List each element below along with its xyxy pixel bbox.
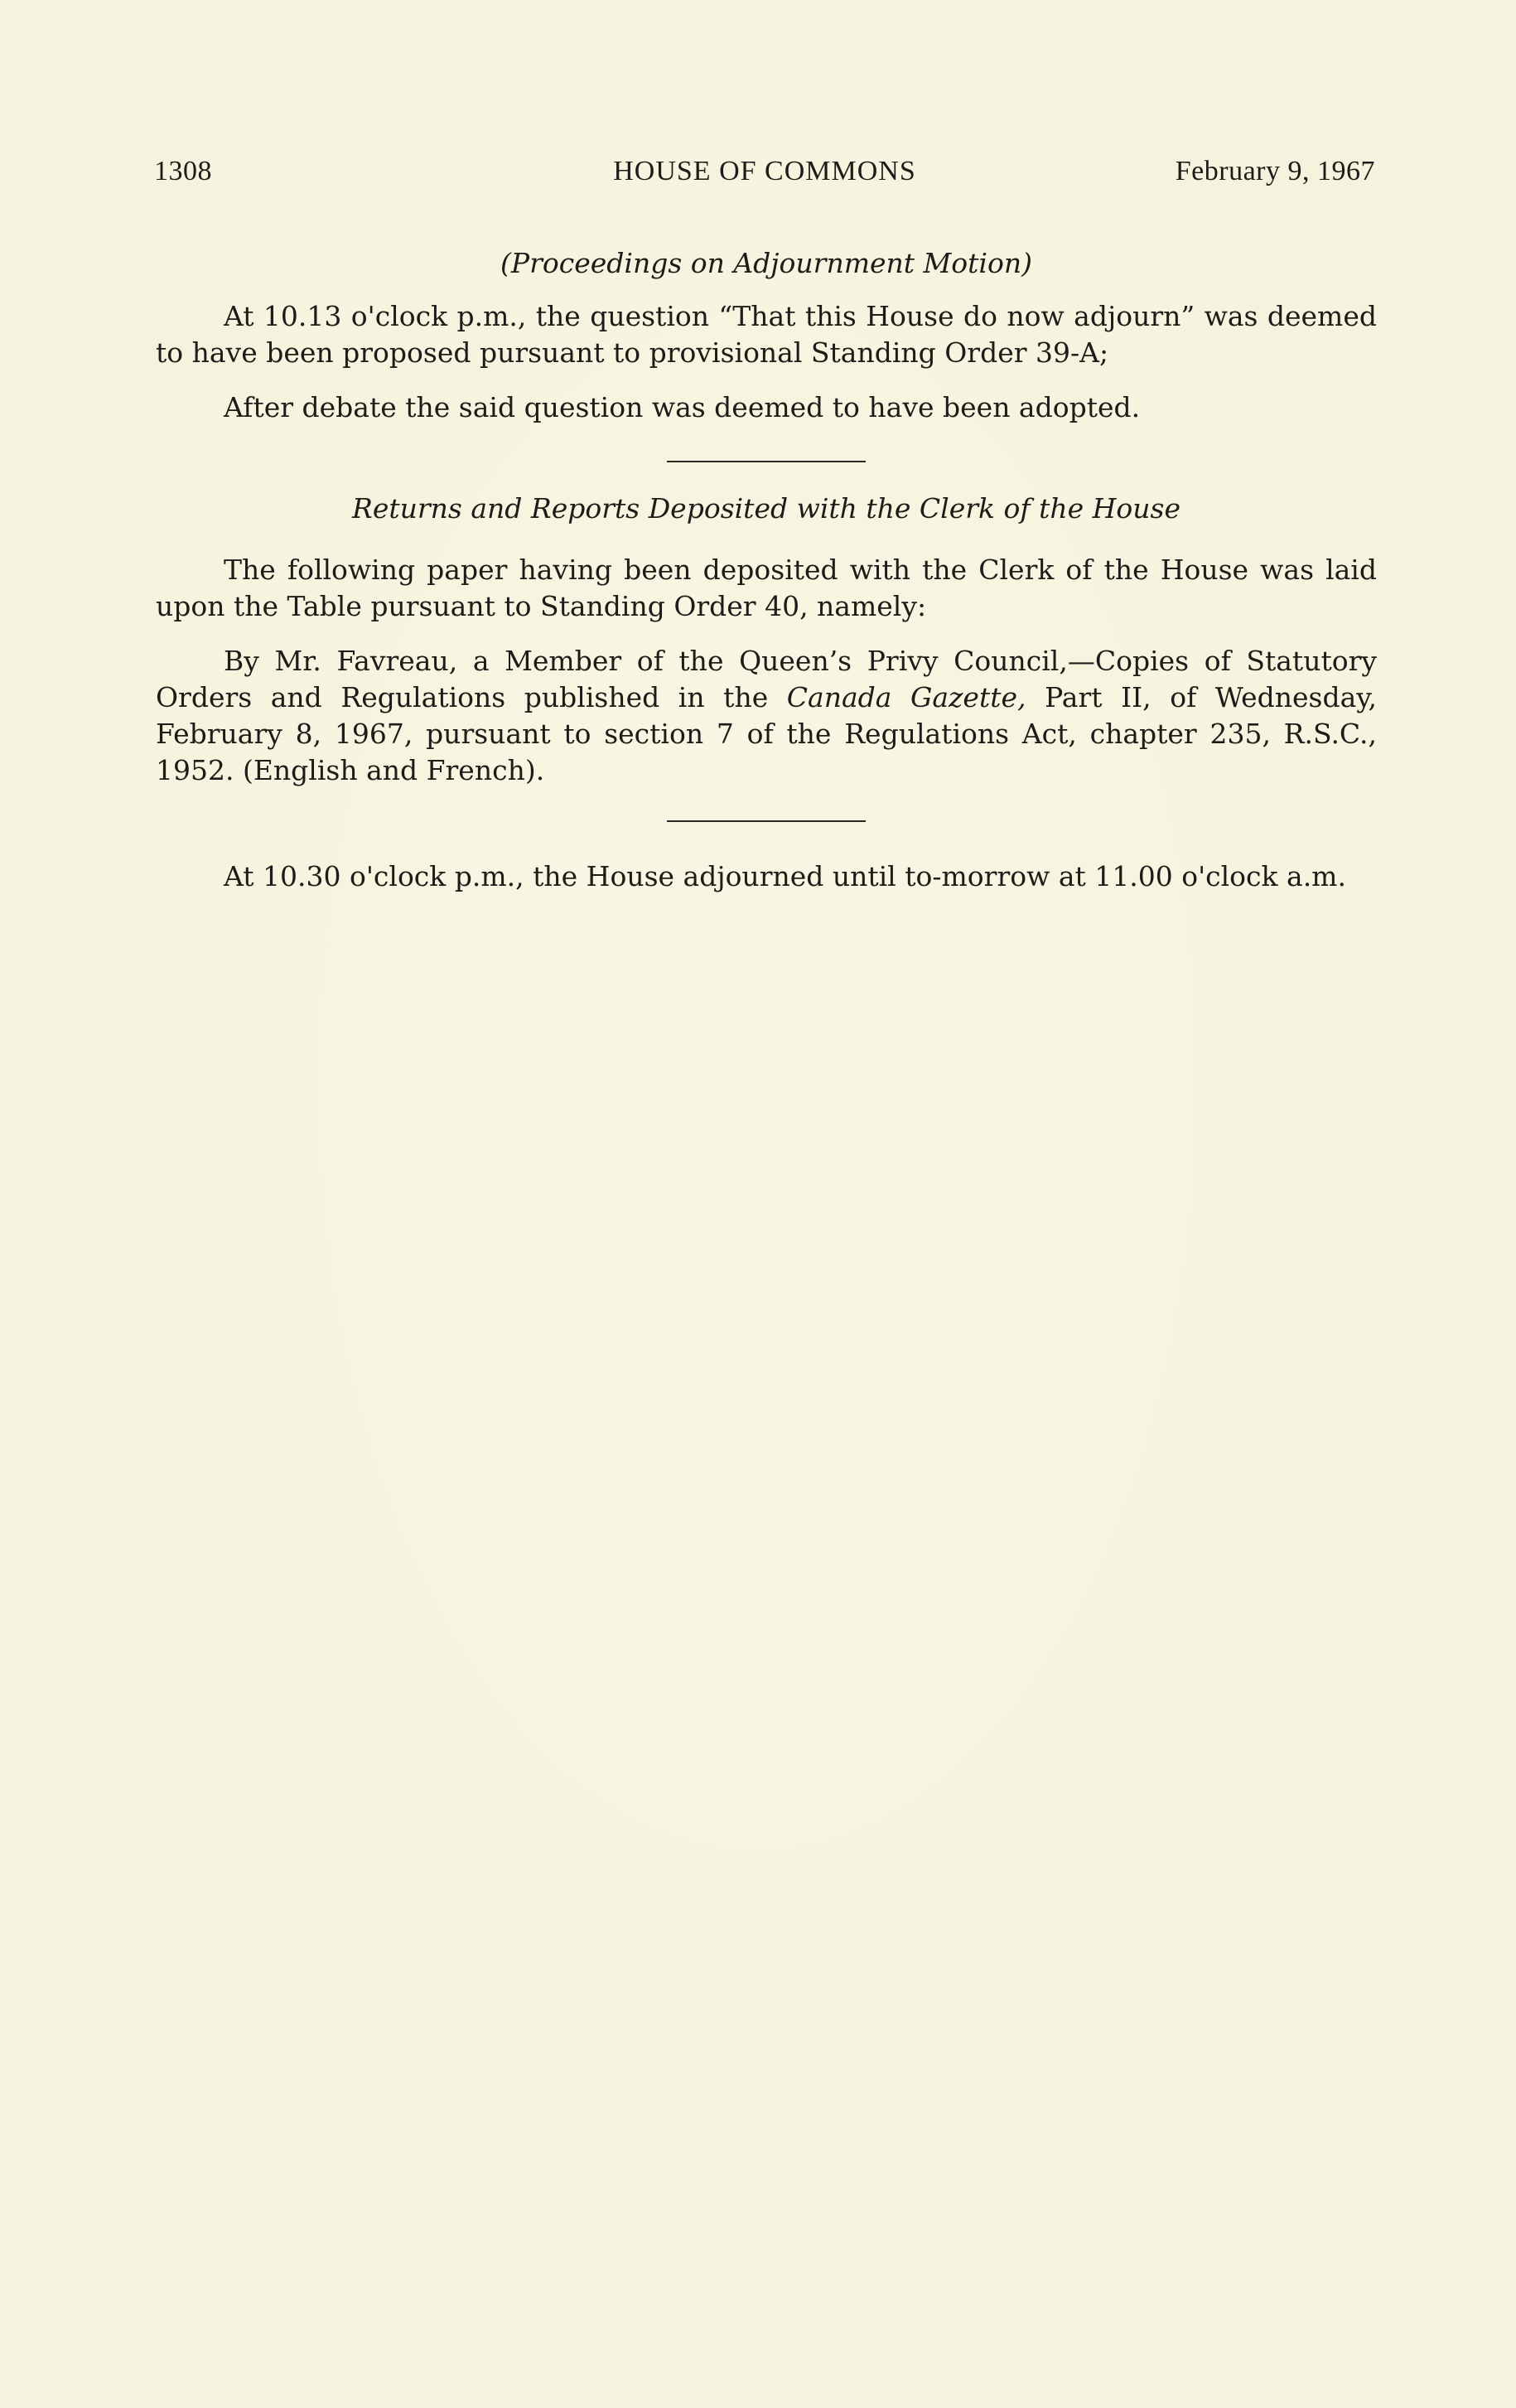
- page-title: HOUSE OF COMMONS: [613, 156, 916, 186]
- closing-paragraph: At 10.30 o'clock p.m., the House adjourned until to-morrow at 11.00 o'clock a.m.: [224, 860, 1346, 892]
- returns-paragraph-2-text-b: Part II, of Wednesday, February 8, 1967, pursuant to section 7 of the Regulations Act, chapter 235, R.S.C., 1952. (English and French).: [156, 681, 1377, 786]
- spacer: [156, 789, 1377, 820]
- returns-paragraph-2: [156, 643, 1377, 789]
- adjournment-paragraph-2: After debate the said question was deemed to have been adopted.: [224, 391, 1141, 423]
- spacer: [156, 426, 1377, 461]
- page-number: 1308: [154, 156, 212, 186]
- spacer: [156, 625, 1377, 643]
- document-body: [156, 245, 1377, 895]
- page-header: [154, 156, 1375, 197]
- returns-paragraph-2-text-a: By Mr. Favreau, a Member of the Queen’s Privy Council,—Copies of Statutory Orders and Regulations published in the: [156, 645, 1377, 713]
- returns-paragraph-2-publication: Canada Gazette,: [786, 681, 1026, 713]
- returns-paragraph-1: The following paper having been deposited with the Clerk of the House was laid upon the Table pursuant to Standing Order 40, namely:: [156, 554, 1377, 622]
- spacer: [156, 462, 1377, 491]
- spacer: [156, 371, 1377, 389]
- returns-heading: Returns and Reports Deposited with the Clerk of the House: [352, 492, 1180, 525]
- adjournment-heading: (Proceedings on Adjournment Motion): [500, 247, 1032, 279]
- page-date: February 9, 1967: [1175, 156, 1375, 186]
- spacer: [156, 822, 1377, 858]
- adjournment-paragraph-1: At 10.13 o'clock p.m., the question “That this House do now adjourn” was deemed to have been proposed pursuant to provisional Standing Order 39-A;: [156, 300, 1377, 369]
